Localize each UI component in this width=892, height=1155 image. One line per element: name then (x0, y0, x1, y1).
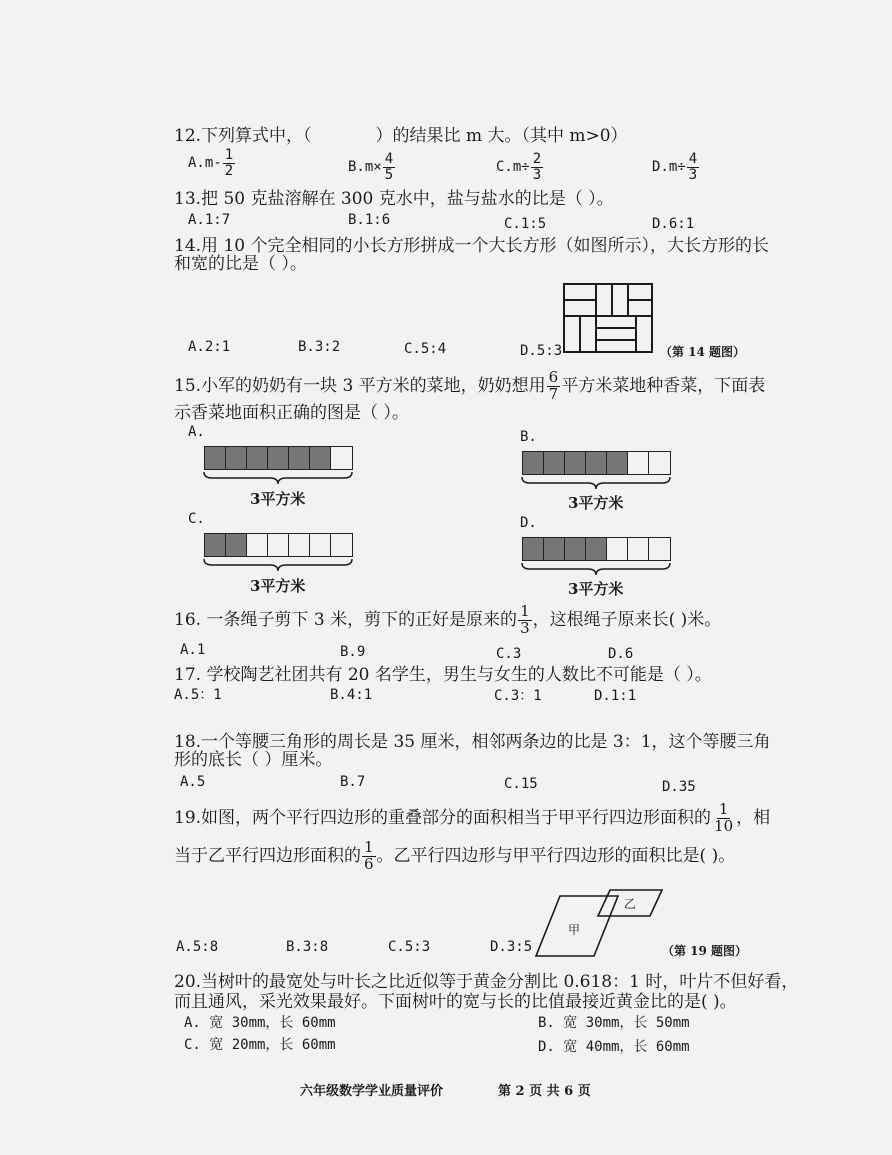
q15-brace-a (202, 470, 354, 486)
q16-option-c: C.3 (496, 646, 522, 662)
shaded-cell (289, 447, 310, 469)
empty-cell (628, 538, 649, 560)
q19-option-a: A.5:8 (176, 939, 219, 955)
empty-cell (289, 534, 310, 556)
q17-option-b: B.4:1 (330, 687, 373, 703)
q14-question-line2: 和宽的比是（ ）。 (174, 254, 307, 274)
footer-title: 六年级数学学业质量评价 (300, 1084, 444, 1099)
q19-parallelograms-figure (530, 884, 670, 960)
q18-option-d: D.35 (662, 779, 696, 795)
shaded-cell (205, 534, 226, 556)
empty-cell (331, 447, 352, 469)
q13-question: 13.把 50 克盐溶解在 300 克水中，盐与盐水的比是（ ）。 (174, 189, 614, 209)
q14-option-d: D.5:3 (520, 343, 563, 359)
q14-option-b: B.3:2 (298, 339, 341, 355)
q15-bar-b-label: 3平方米 (568, 494, 624, 512)
q15-bar-a (204, 446, 353, 470)
q18-option-b: B.7 (340, 774, 366, 790)
q17-option-a: A.5：1 (174, 687, 222, 703)
q14-question-line1: 14.用 10 个完全相同的小长方形拼成一个大长方形（如图所示），大长方形的长 (174, 236, 769, 256)
q16-question: 16. 一条绳子剪下 3 米，剪下的正好是原来的 $\frac{1}{3}$ ，这根绳子原来长( )米。 (174, 602, 722, 637)
big-rectangle (564, 284, 652, 352)
q15-bar-c (204, 533, 353, 557)
shaded-cell (544, 452, 565, 474)
q20-question-line1: 20.当树叶的最宽处与叶长之比近似等于黄金分割比 0.618：1 时，叶片不但好看， (174, 972, 799, 992)
q19-option-d: D.3:5 (490, 939, 533, 955)
q17-question: 17. 学校陶艺社团共有 20 名学生，男生与女生的人数比不可能是（ ）。 (174, 665, 712, 685)
shaded-cell (310, 447, 331, 469)
q13-option-d: D.6:1 (652, 216, 695, 232)
footer-page-number: 第 2 页 共 6 页 (498, 1084, 591, 1099)
q12-option-a: A.m- $\frac{1}{2}$ (188, 147, 234, 179)
q19-figure-caption: （第 19 题图） (662, 944, 748, 958)
q15-brace-d (520, 561, 672, 577)
shaded-cell (226, 447, 247, 469)
shaded-cell (226, 534, 247, 556)
q20-option-d: D. 宽 40mm，长 60mm (538, 1039, 690, 1055)
empty-cell (628, 452, 649, 474)
q19-option-c: C.5:3 (388, 939, 431, 955)
empty-cell (247, 534, 268, 556)
q20-option-b: B. 宽 30mm，长 50mm (538, 1015, 690, 1031)
q15-question-line2: 示香菜地面积正确的图是（ ）。 (174, 403, 409, 423)
empty-cell (310, 534, 331, 556)
q15-bar-d-label: 3平方米 (568, 580, 624, 598)
empty-cell (649, 452, 670, 474)
q15-label-d: D. (520, 515, 537, 531)
q14-figure-caption: （第 14 题图） (660, 345, 746, 359)
empty-cell (268, 534, 289, 556)
q15-bar-c-label: 3平方米 (250, 577, 306, 595)
label-jia: 甲 (568, 923, 581, 937)
q19-question-line2: 当于乙平行四边形面积的 $\frac{1}{6}$ 。乙平行四边形与甲平行四边形的面积比是( )。 (174, 838, 736, 873)
q18-option-a: A.5 (180, 774, 206, 790)
q15-brace-c (202, 557, 354, 573)
q15-question-line1: 15.小军的奶奶有一块 3 平方米的菜地，奶奶想用 $\frac{6}{7}$ 平方米菜地种香菜，下面表 (174, 368, 766, 403)
shaded-cell (544, 538, 565, 560)
q15-bar-a-label: 3平方米 (250, 490, 306, 508)
shaded-cell (523, 538, 544, 560)
empty-cell (607, 538, 628, 560)
q20-question-line2: 而且通风，采光效果最好。下面树叶的宽与长的比值最接近黄金比的是( )。 (174, 992, 737, 1012)
shaded-cell (586, 452, 607, 474)
shaded-cell (268, 447, 289, 469)
q20-option-a: A. 宽 30mm，长 60mm (184, 1015, 336, 1031)
q14-option-a: A.2:1 (188, 339, 231, 355)
empty-cell (331, 534, 352, 556)
shaded-cell (205, 447, 226, 469)
q15-label-c: C. (188, 511, 205, 527)
shaded-cell (565, 452, 586, 474)
q16-option-b: B.9 (340, 644, 366, 660)
q15-brace-b (520, 475, 672, 491)
q17-option-c: C.3：1 (494, 688, 542, 704)
q18-option-c: C.15 (504, 776, 538, 792)
q20-option-c: C. 宽 20mm，长 60mm (184, 1037, 336, 1053)
q12-question: 12.下列算式中，（ ）的结果比 m 大。（其中 m>0） (174, 126, 628, 146)
q13-option-c: C.1:5 (504, 216, 547, 232)
q16-option-d: D.6 (608, 646, 634, 662)
q13-option-b: B.1:6 (348, 212, 391, 228)
q12-option-c: C.m÷ $\frac{2}{3}$ (496, 151, 542, 183)
q18-question-line2: 形的底长（ ）厘米。 (174, 750, 333, 770)
q18-question-line1: 18.一个等腰三角形的周长是 35 厘米，相邻两条边的比是 3：1，这个等腰三角 (174, 732, 771, 752)
q19-question-line1: 19.如图，两个平行四边形的重叠部分的面积相当于甲平行四边形面积的 $\frac{1}{10}$ ，相 (174, 800, 771, 835)
q14-option-c: C.5:4 (404, 341, 447, 357)
q15-bar-b (522, 451, 671, 475)
q14-rectangles-figure (560, 282, 656, 356)
q15-label-a: A. (188, 424, 205, 440)
shaded-cell (247, 447, 268, 469)
q13-option-a: A.1:7 (188, 212, 231, 228)
q15-label-b: B. (520, 429, 537, 445)
empty-cell (649, 538, 670, 560)
q12-option-d: D.m÷ $\frac{4}{3}$ (652, 151, 698, 183)
q17-option-d: D.1:1 (594, 688, 637, 704)
shaded-cell (523, 452, 544, 474)
q15-bar-d (522, 537, 671, 561)
shaded-cell (586, 538, 607, 560)
shaded-cell (607, 452, 628, 474)
q12-option-b: B.m× $\frac{4}{5}$ (348, 151, 394, 183)
shaded-cell (565, 538, 586, 560)
q16-option-a: A.1 (180, 642, 206, 658)
label-yi: 乙 (624, 897, 637, 911)
q19-option-b: B.3:8 (286, 939, 329, 955)
